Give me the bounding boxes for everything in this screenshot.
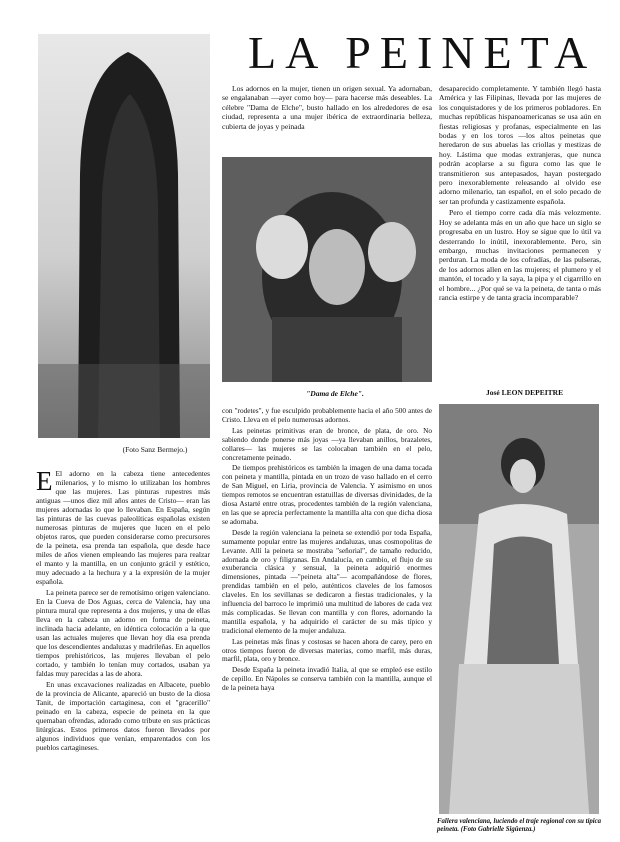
author-credit: José LEON DEPEITRE [486, 388, 564, 397]
text-column-b-top [222, 84, 432, 133]
paragraph: Desde España la peineta invadió Italia, al que se empleó ese estilo de cepillo. En Nápoles se conserva también con la mantilla, aunque el de la peineta haya [222, 665, 432, 693]
text-column-a [36, 466, 210, 754]
photo1-caption: (Foto Sanz Bermejo.) [122, 445, 188, 454]
paragraph: E El adorno en la cabeza tiene antecedentes milenarios, y lo mismo lo utilizaban los hombres que las mujeres. Las pinturas rupestres más antiguas —unos diez mil años antes de Cristo— eran las mujeres adornadas lo que lo llevaban. En España, según las pinturas de las cuevas paleolíticas españolas existen numerosas pinturas de mujeres que lucen en el pelo objetos raros, que pueden considerarse como precursores de la peineta, esa prenda tan española, que desde hace miles de años vienen empleando las mujeres para realzar el manto y la mantilla, en un conjunto grácil y estético, muy adecuado a la hechura y a la expresión de la mujer española. [36, 466, 210, 586]
paragraph: desaparecido completamente. Y también llegó hasta América y las Filipinas, llevada por las mujeres de los conquistadores y de los primeros pobladores. En muchas repúblicas hispanoamericanas se usa aún en fiestas religiosas y profanas, especialmente en las bodas y en los toros —los altos peinetas que heredaron de sus abuelas las criollas y mestizas de hoy. Lástima que modas extranjeras, que nunca podrán acoplarse a su figura como las que le transmitieron sus antepasados, hayan postergado pero inexorablemente releasando al olvido ese adorno milenario, tan español, en el solo pecado de ser tan profunda y castizamente española. [439, 84, 601, 206]
text-column-c [439, 84, 601, 304]
paragraph: Las peinetas más finas y costosas se hacen ahora de carey, pero en otros tiempos fueron de diversas materias, como marfil, más duras, marfil, plata, oro y bronce. [222, 636, 432, 664]
paragraph: Los adornos en la mujer, tienen un origen sexual. Ya adornaban, se engalanaban —ayer como hoy— para hacerse más deseables. La célebre "Dama de Elche", busto hallado en los alrededores de esa ciudad, representa a una mujer ibérica de extraordinaria belleza, cubierta de joyas y peinada [222, 84, 432, 131]
photo3-caption: Fallera valenciana, luciendo el traje regional con su típica peineta. (Foto Gabrielle Sigüenza.) [437, 818, 602, 833]
paragraph: Las peinetas primitivas eran de bronce, de plata, de oro. No sabiendo donde ponerse más joyas —ya llevaban anillos, brazaletes, collares— las mujeres se las colocaban también en el pelo, concretamente peinado. [222, 425, 432, 462]
photo2-caption: "Dama de Elche". [306, 389, 364, 398]
paragraph: Pero el tiempo corre cada día más velozmente. Hoy se adelanta más en un año que hace un siglo se progresaba en un lustro. Hoy se sigue que lo útil va desterrando lo inútil, inexorablemente. Pero, sin embargo, muchas invitaciones permanecen y perduran. La moda de los cofradías, de las pulseras, de los adornos allen en las mujeres; el plumero y el mantón, el tocado y la saya, la pipa y el cigarrillo en el hombre... ¿Por qué se va la peineta, de tanta o más rancia estirpe y de tanta gracia incomparable? [439, 208, 601, 302]
paragraph: con "rodetes", y fue esculpido probablemente hacia el año 500 antes de Cristo. Lleva en el pelo numerosas adornos. [222, 406, 432, 424]
paragraph: La peineta parece ser de remotísimo origen valenciano. En la Cueva de Dos Aguas, cerca de Valencia, hay una pintura mural que representa a dos mujeres, y una de ellas lleva en la cabeza un adorno en forma de peineta, inclinada hacia adelante, en idéntica colocación a la que usan las actuales mujeres que llevan hoy día esa prenda que los descendientes andaluzas y madrileñas. En aquellos tiempos prehistóricos, las mujeres llevaban el pelo cortado, y también lo tenían muy cortados, usaban ya faldas muy parecidas a las de ahora. [36, 588, 210, 678]
dama-de-elche-photo [222, 157, 432, 382]
paragraph: Desde la región valenciana la peineta se extendió por toda España, sumamente popular entre las mujeres andaluzas, unas cosmopolitas de Levante. Allí la peineta se mostraba "señorial", de tamaño reducido, adornada de oro y filigranas. En Andalucía, en cambio, el flujo de su exuberancia clásica y sensual, la peineta adquirió enormes dimensiones, pintada —"peineta alta"— acompañándose de flores, prendidas también en el pelo, auténticos claveles de los famosos claveles. En los sevillanas se dedicaron a fiestas tradicionales, y la influencia del barroco le imprimió una multitud de labores de cada vez más complicadas. Se llevan con mantilla y con flores, adornando la mantilla española, y ha adquirido el carácter de su más típico y tradicional elemento de la mujer andaluza. [222, 527, 432, 635]
stone-figure-photo [38, 34, 210, 438]
fallera-photo [439, 404, 599, 814]
text-column-b-bottom [222, 407, 432, 695]
paragraph: De tiempos prehistóricos es también la imagen de una dama tocada con peineta y mantilla, pintada en un trozo de vaso hallado en el cerro de San Miguel, en Liria, provincia de Valencia. Y asimismo en unos tiempos remotos se encuentran estatuillas de diversas divinidades, de la diosa Astarté entre otras, procedentes también de la región valenciana, en las que se aprecia perfectamente la mantilla alta con que dicha diosa se adornaba. [222, 463, 432, 526]
article-title: LA PEINETA [248, 27, 597, 78]
paragraph: En unas excavaciones realizadas en Albacete, pueblo de la provincia de Alicante, apareció un busto de la diosa Tanit, de importación cartaginesa, con el "gracerillo" peinado en la cabeza, especie de peineta en la que quemaban ofrendas, adorado como tribute en sus prácticas litúrgicas. Estos primeros datos fueron llevados por algunos individuos que venían, emparentados con los pueblos cartagineses. [36, 680, 210, 752]
drop-cap: E [36, 466, 53, 496]
